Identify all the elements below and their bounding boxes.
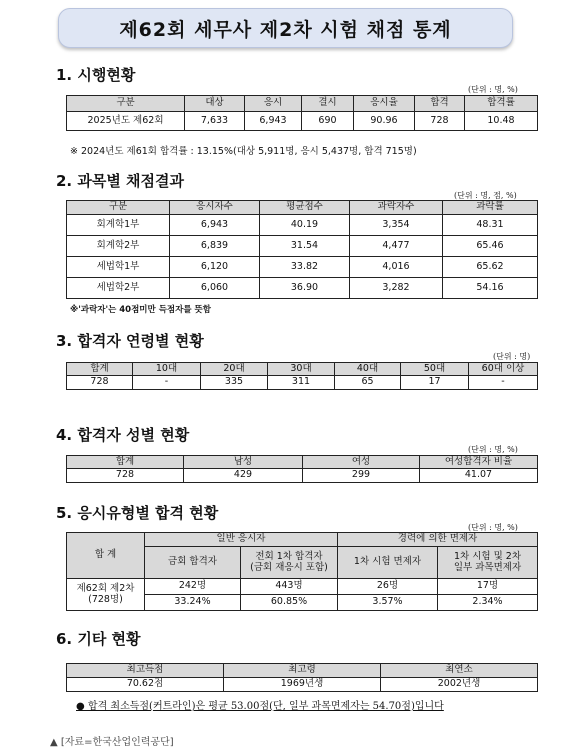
table-header: 응시율 <box>354 96 415 112</box>
section-heading-1: 1. 시행현황 <box>56 66 136 84</box>
unit-label-1: (단위 : 명, %) <box>468 85 518 94</box>
table-cell: 65.62 <box>443 257 538 278</box>
table-cell: - <box>133 376 201 390</box>
table-cell: 10.48 <box>465 112 538 131</box>
table-cell: 728 <box>67 469 184 483</box>
table-cell: 728 <box>67 376 133 390</box>
table-cell: 회계학1부 <box>67 215 170 236</box>
section-heading-5: 5. 응시유형별 합격 현황 <box>56 504 219 522</box>
table-header: 평균점수 <box>260 201 350 215</box>
section-heading-2: 2. 과목별 채점결과 <box>56 172 185 190</box>
subject-score-table <box>66 200 538 299</box>
table-cell: 6,120 <box>170 257 260 278</box>
table-header: 60대 이상 <box>469 363 538 376</box>
table-cell: 335 <box>201 376 268 390</box>
table-cell: 6,060 <box>170 278 260 299</box>
table-cell: 1969년생 <box>224 678 381 692</box>
table-header: 과락자수 <box>350 201 443 215</box>
applicant-type-table <box>66 532 538 611</box>
table-cell: 429 <box>184 469 303 483</box>
table-header: 최고득점 <box>67 664 224 678</box>
row-label-line: 제62회 제2차 <box>76 583 135 595</box>
table-cell: 54.16 <box>443 278 538 299</box>
table-cell: 3,282 <box>350 278 443 299</box>
table-cell: 2.34% <box>438 595 538 611</box>
table-cell: - <box>469 376 538 390</box>
table-cell: 26명 <box>338 579 438 595</box>
table-header: 대상 <box>185 96 245 112</box>
table-cell: 3,354 <box>350 215 443 236</box>
table-header: 경력에 의한 면제자 <box>338 533 538 547</box>
unit-label-3: (단위 : 명) <box>493 352 531 361</box>
table-row <box>67 278 538 299</box>
table-header: 최고령 <box>224 664 381 678</box>
table-cell: 17명 <box>438 579 538 595</box>
previous-pass-rate-note: ※ 2024년도 제61회 합격률 : 13.15%(대상 5,911명, 응시 5,437명, 합격 715명) <box>70 146 417 157</box>
table-cell: 70.62점 <box>67 678 224 692</box>
table-header: 과락률 <box>443 201 538 215</box>
header-line: (금회 재응시 포함) <box>250 561 328 573</box>
table-cell: 17 <box>401 376 469 390</box>
table-cell: 36.90 <box>260 278 350 299</box>
table-cell: 4,477 <box>350 236 443 257</box>
table-cell: 60.85% <box>241 595 338 611</box>
section-heading-4: 4. 합격자 성별 현황 <box>56 426 190 444</box>
table-cell: 4,016 <box>350 257 443 278</box>
table-header: 결시 <box>302 96 354 112</box>
table-cell <box>67 579 145 611</box>
table-cell: 2025년도 제62회 <box>67 112 185 131</box>
unit-label-2: (단위 : 명, 점, %) <box>454 191 517 200</box>
table-header: 10대 <box>133 363 201 376</box>
other-stats-table <box>66 663 538 692</box>
table-cell: 48.31 <box>443 215 538 236</box>
table-cell: 6,943 <box>245 112 302 131</box>
table-header: 일반 응시자 <box>145 533 338 547</box>
table-header: 여성 <box>303 456 420 469</box>
section-heading-3: 3. 합격자 연령별 현황 <box>56 332 204 350</box>
table-cell: 690 <box>302 112 354 131</box>
table-cell: 728 <box>415 112 465 131</box>
table-header: 구분 <box>67 201 170 215</box>
table-cell: 회계학2부 <box>67 236 170 257</box>
table-header: 20대 <box>201 363 268 376</box>
cutline-footnote: ● 합격 최소득점(커트라인)은 평균 53.00점(단, 일부 과목면제자는 54.70점)입니다 <box>76 701 444 712</box>
table-cell: 2002년생 <box>381 678 538 692</box>
table-cell: 6,943 <box>170 215 260 236</box>
table-cell: 41.07 <box>420 469 538 483</box>
table-cell: 33.24% <box>145 595 241 611</box>
table-row <box>67 215 538 236</box>
table-header: 합격 <box>415 96 465 112</box>
table-header: 남성 <box>184 456 303 469</box>
table-cell: 3.57% <box>338 595 438 611</box>
table-cell: 299 <box>303 469 420 483</box>
table-header: 1차 시험 면제자 <box>338 547 438 579</box>
table-cell: 65 <box>335 376 401 390</box>
table-cell: 33.82 <box>260 257 350 278</box>
table-header: 30대 <box>268 363 335 376</box>
unit-label-4: (단위 : 명, %) <box>468 445 518 454</box>
table-header: 50대 <box>401 363 469 376</box>
exam-overview-table <box>66 95 538 131</box>
header-line: 일부 과목면제자 <box>453 561 522 573</box>
table-header: 최연소 <box>381 664 538 678</box>
table-cell: 90.96 <box>354 112 415 131</box>
table-header <box>438 547 538 579</box>
age-table <box>66 362 538 390</box>
table-row <box>67 236 538 257</box>
table-header: 금회 합격자 <box>145 547 241 579</box>
table-cell: 31.54 <box>260 236 350 257</box>
table-cell: 세법학2부 <box>67 278 170 299</box>
table-header: 합계 <box>67 363 133 376</box>
table-header: 응시 <box>245 96 302 112</box>
header-line: 전회 1차 합격자 <box>255 551 323 563</box>
table-cell: 65.46 <box>443 236 538 257</box>
table-header: 40대 <box>335 363 401 376</box>
table-row <box>67 257 538 278</box>
table-cell: 7,633 <box>185 112 245 131</box>
table-header: 응시자수 <box>170 201 260 215</box>
table-header: 합격률 <box>465 96 538 112</box>
table-header: 합 계 <box>67 533 145 579</box>
table-header: 합계 <box>67 456 184 469</box>
gender-table <box>66 455 538 483</box>
table-header: 구분 <box>67 96 185 112</box>
table-header <box>241 547 338 579</box>
fail-definition-note: ※'과락자'는 40점미만 득점자를 뜻함 <box>70 305 211 315</box>
table-header: 여성합격자 비율 <box>420 456 538 469</box>
page-title: 제62회 세무사 제2차 시험 채점 통계 <box>58 8 513 48</box>
table-cell: 242명 <box>145 579 241 595</box>
header-line: 1차 시험 및 2차 <box>453 551 522 563</box>
source-caption: ▲ [자료=한국산업인력공단] <box>50 737 174 748</box>
table-cell: 311 <box>268 376 335 390</box>
table-cell: 세법학1부 <box>67 257 170 278</box>
row-label-line: (728명) <box>88 593 123 605</box>
section-heading-6: 6. 기타 현황 <box>56 630 141 648</box>
unit-label-5: (단위 : 명, %) <box>468 523 518 532</box>
table-cell: 443명 <box>241 579 338 595</box>
table-cell: 6,839 <box>170 236 260 257</box>
table-cell: 40.19 <box>260 215 350 236</box>
